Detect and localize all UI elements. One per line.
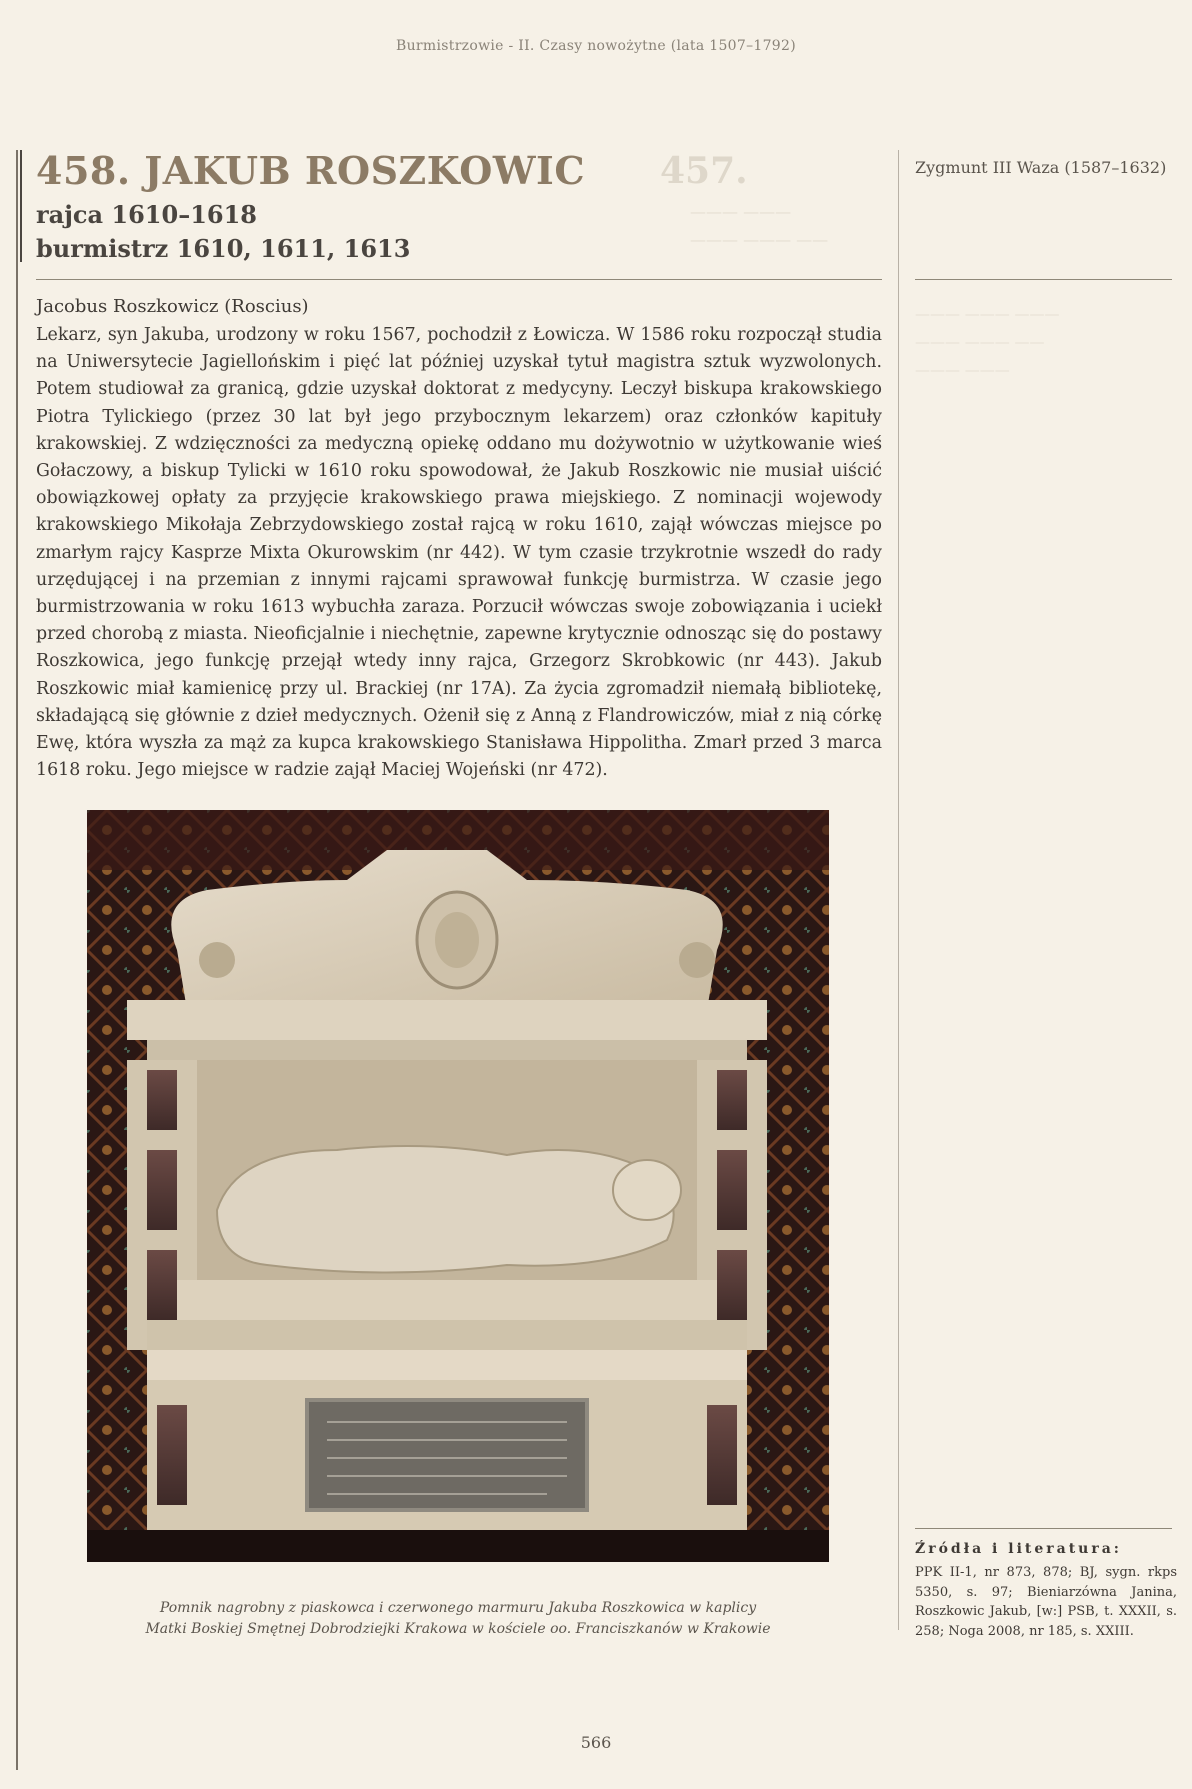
latin-name: Jacobus Roszkowicz (Roscius) [36, 296, 309, 317]
sources-divider [915, 1528, 1172, 1529]
caption-line-2: Matki Boskiej Smętnej Dobrodziejki Krakowa w kościele oo. Franciszkanów w Krakowie [145, 1621, 771, 1637]
side-divider [915, 279, 1172, 280]
show-through-title: 457. [660, 150, 748, 192]
running-head: Burmistrzowie - II. Czasy nowożytne (lata 1507–1792) [396, 38, 796, 54]
caption-line-1: Pomnik nagrobny z piaskowca i czerwonego marmuru Jakuba Roszkowica w kaplicy [159, 1600, 757, 1616]
reign-heading: Zygmunt III Waza (1587–1632) [915, 158, 1167, 177]
entry-title: 458. JAKUB ROSZKOWIC [36, 148, 586, 193]
entry-subtitle-burmistrz: burmistrz 1610, 1611, 1613 [36, 234, 411, 263]
tomb-monument-illustration [87, 810, 829, 1562]
show-through-line: ——— ——— [690, 202, 792, 221]
biography-text: Lekarz, syn Jakuba, urodzony w roku 1567, pochodził z Łowicza. W 1586 roku rozpoczął studia na Uniwersytecie Jagiellońskim i pięć lat później uzyskał tytuł magistra sztuk wyzwolonych. Potem studiował za granicą, gdzie uzyskał doktorat z medycyny. Leczył biskupa krakowskiego Piotra Tylickiego (przez 30 lat był jego przybocznym lekarzem) oraz członków kapituły krakowskiej. Z wdzięczności za medyczną opiekę oddano mu dożywotnio w użytkowanie wieś Gołaczowy, a biskup Tylicki w 1610 roku spowodował, że Jakub Roszkowic nie musiał uiścić obowiązkowej opłaty za przyjęcie krakowskiego prawa miejskiego. Z nominacji wojewody krakowskiego Mikołaja Zebrzydowskiego został rajcą w roku 1610, zajął wówczas miejsce po zmarłym rajcy Kasprze Mixta Okurowskim (nr 442). W tym czasie trzykrotnie wszedł do rady urzędującej i na przemian z innymi rajcami sprawował funkcję burmistrza. W czasie jego burmistrzowania w roku 1613 wybuchła zaraza. Porzucił wówczas swoje zobowiązania i uciekł przed chorobą z miasta. Nieoficjalnie i niechętnie, zapewne krytycznie odnosząc się do postawy Roszkowica, jego funkcję przejął wtedy inny rajca, Grzegorz Skrobkowic (nr 443). Jakub Roszkowic miał kamienicę przy ul. Brackiej (nr 17A). Za życia zgromadził niemałą bibliotekę, składającą się głównie z dzieł medycznych. Ożenił się z Anną z Flandrowiczów, miał z nią córkę Ewę, która wyszła za mąż za kupca krakowskiego Stanisława Hippolitha. Zmarł przed 3 marca 1618 roku. Jego miejsce w radzie zajął Maciej Wojeński (nr 472). [36, 325, 882, 781]
left-margin-rule [16, 150, 18, 1770]
column-divider [898, 150, 899, 1630]
tomb-monument-photo [87, 810, 829, 1562]
main-divider [36, 279, 882, 280]
sources-text: PPK II-1, nr 873, 878; BJ, sygn. rkps 5350, s. 97; Bieniarzówna Janina, Roszkowic Jakub, [w:] PSB, t. XXXII, s. 258; Noga 2008, nr 185, s. XXIII. [915, 1565, 1177, 1639]
entry-subtitle-rajca: rajca 1610–1618 [36, 200, 257, 229]
show-through-line: ——— ——— —— [690, 230, 829, 249]
figure-caption [87, 1598, 829, 1640]
page-number: 566 [580, 1733, 612, 1752]
title-accent-rule [20, 150, 22, 262]
show-through-text: ——— ——— ——— ——— ——— —— ——— ——— [915, 305, 1060, 379]
sources-heading: Źródła i literatura: [915, 1541, 1122, 1557]
